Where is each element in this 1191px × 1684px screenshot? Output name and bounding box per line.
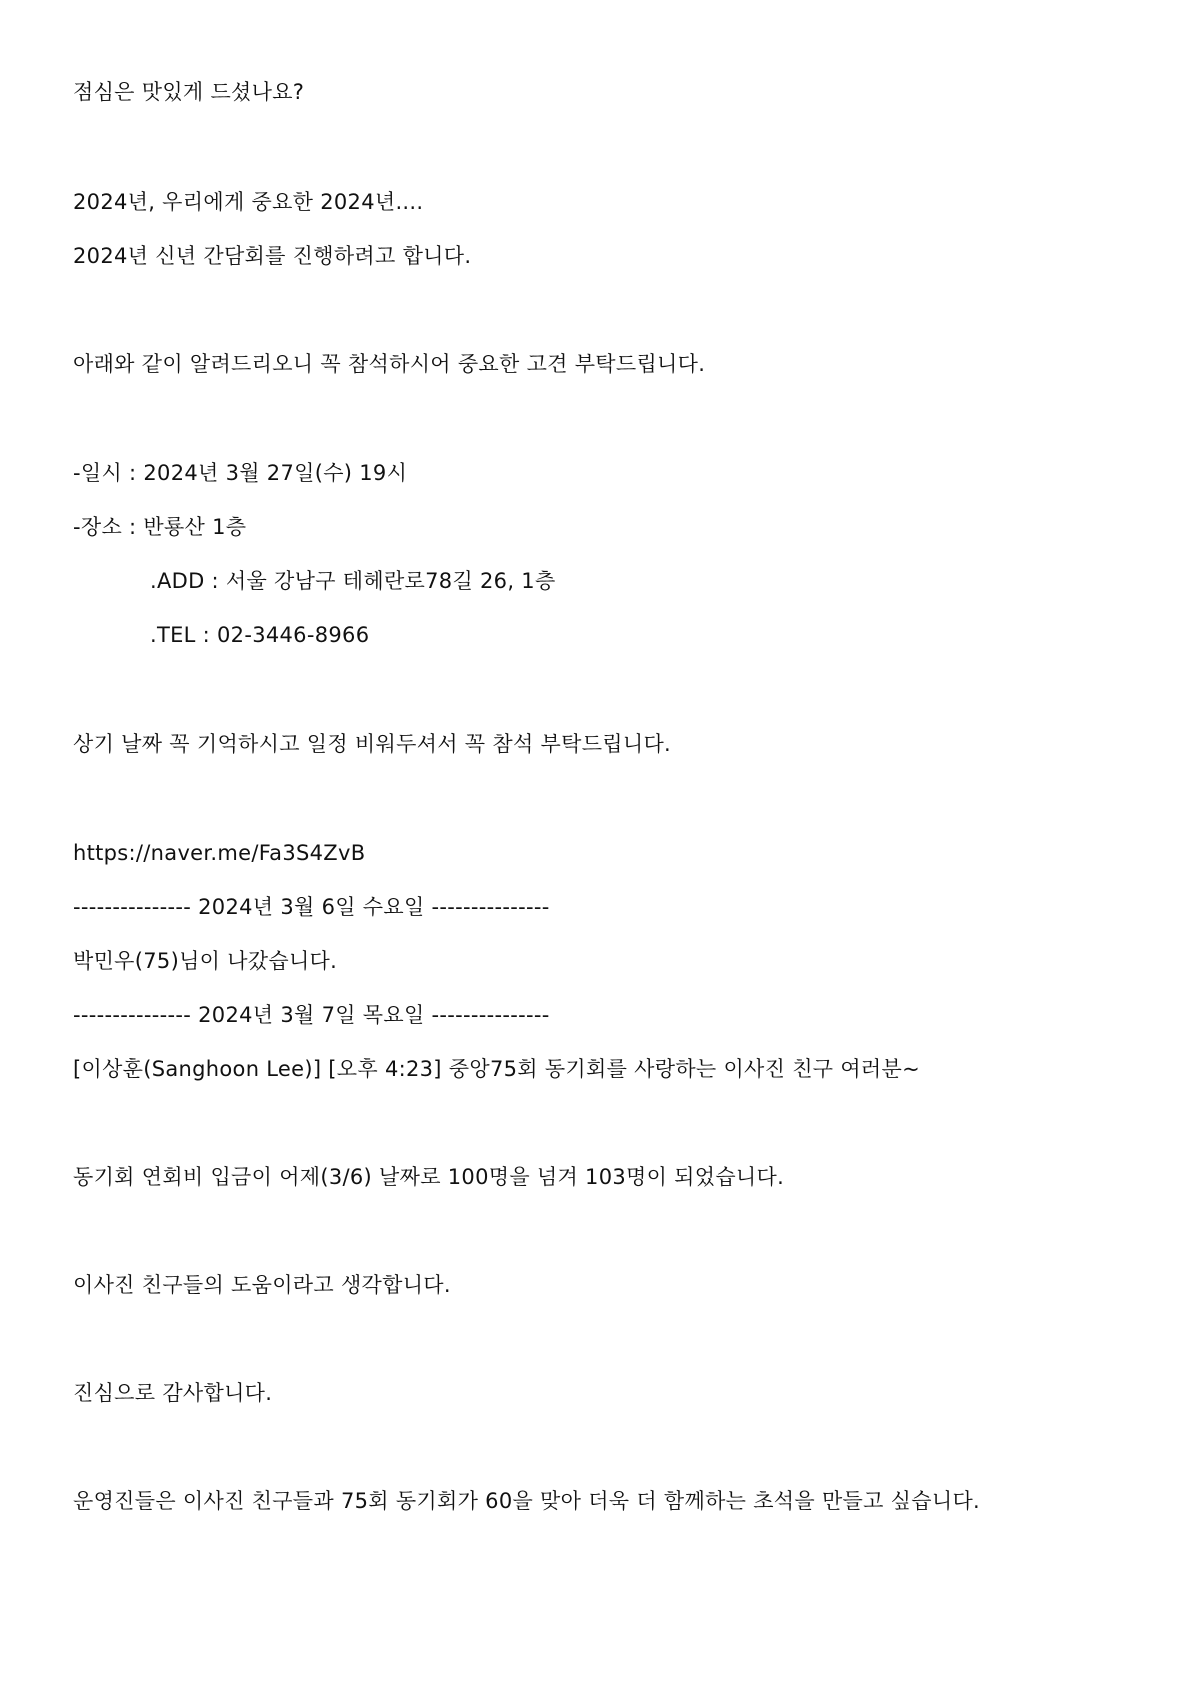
reminder-line: 상기 날짜 꼭 기억하시고 일정 비워두셔서 꼭 참석 부탁드립니다.	[73, 732, 672, 756]
member-left-line: 박민우(75)님이 나갔습니다.	[73, 949, 338, 973]
year-intro-line: 2024년, 우리에게 중요한 2024년....	[73, 190, 424, 214]
fee-update-line: 동기회 연회비 입금이 어제(3/6) 날짜로 100명을 넘겨 103명이 되었습니다.	[73, 1165, 785, 1189]
event-phone-line: .TEL : 02-3446-8966	[150, 623, 370, 647]
event-address-line: .ADD : 서울 강남구 테헤란로78길 26, 1층	[150, 569, 556, 593]
request-attendance-line: 아래와 같이 알려드리오니 꼭 참석하시어 중요한 고견 부탁드립니다.	[73, 352, 706, 376]
meeting-announcement-line: 2024년 신년 간담회를 진행하려고 합니다.	[73, 244, 472, 268]
event-place-line: -장소 : 반룡산 1층	[73, 515, 247, 539]
date-separator-line: --------------- 2024년 3월 6일 수요일 ---------------	[73, 895, 550, 919]
thanks-help-line: 이사진 친구들의 도움이라고 생각합니다.	[73, 1273, 451, 1297]
date-separator-line: --------------- 2024년 3월 7일 목요일 ---------------	[73, 1003, 550, 1027]
message-header-line: [이상훈(Sanghoon Lee)] [오후 4:23] 중앙75회 동기회를 사랑하는 이사진 친구 여러분~	[73, 1057, 920, 1081]
closing-line: 운영진들은 이사진 친구들과 75회 동기회가 60을 맞아 더욱 더 함께하는 초석을 만들고 싶습니다.	[73, 1489, 981, 1513]
link-line[interactable]: https://naver.me/Fa3S4ZvB	[73, 841, 366, 865]
event-datetime-line: -일시 : 2024년 3월 27일(수) 19시	[73, 461, 408, 485]
sincere-thanks-line: 진심으로 감사합니다.	[73, 1381, 273, 1405]
greeting-line: 점심은 맛있게 드셨나요?	[73, 80, 305, 104]
